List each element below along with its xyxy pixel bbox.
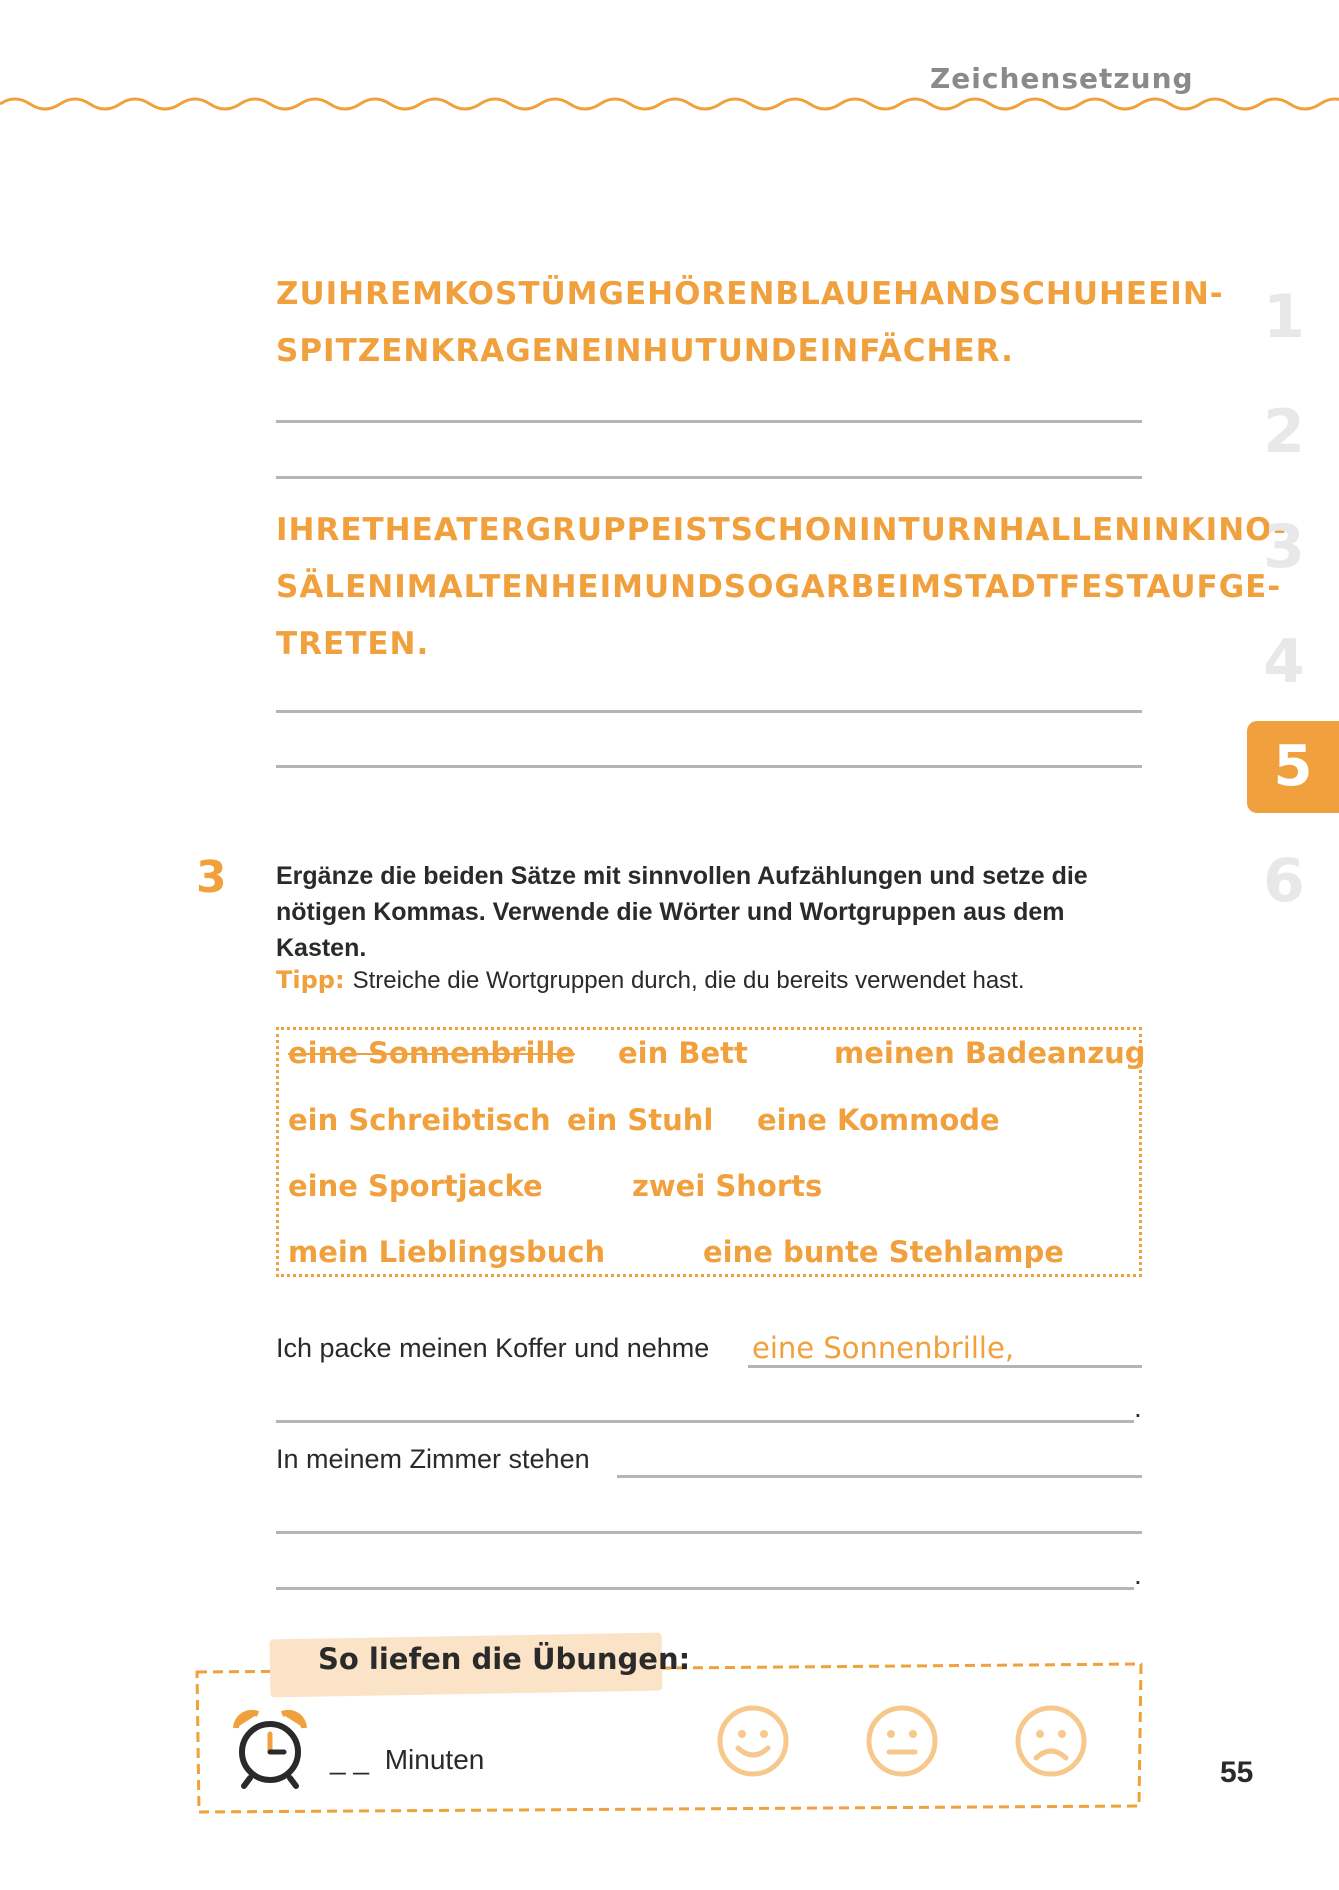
- tip-label: Tipp:: [276, 966, 345, 994]
- answer-line[interactable]: [276, 1531, 1142, 1534]
- word-option[interactable]: eine Sportjacke: [288, 1169, 543, 1203]
- page-number: 55: [1220, 1756, 1254, 1789]
- answer-line[interactable]: [276, 1587, 1134, 1590]
- task-number: 3: [196, 852, 227, 903]
- sentence-end-dot: .: [1134, 1392, 1142, 1423]
- tip: [276, 966, 1025, 995]
- answer-line[interactable]: [748, 1365, 1142, 1368]
- word-option[interactable]: eine Kommode: [757, 1103, 1000, 1137]
- caps-sentence-b: [276, 502, 1287, 673]
- task-instruction: Ergänze die beiden Sätze mit sinnvollen Aufzählungen und setze die nötigen Kommas. Verwende die Wörter und Wortgruppen aus dem Kasten.: [276, 862, 1088, 962]
- smiley-happy-icon[interactable]: [716, 1704, 790, 1778]
- smiley-neutral-icon[interactable]: [865, 1704, 939, 1778]
- caps-line: IHRETHEATERGRUPPEISTSCHONINTURNHALLENINKINO-: [276, 512, 1287, 548]
- minutes-field[interactable]: [330, 1744, 484, 1776]
- minutes-label: Minuten: [384, 1744, 485, 1775]
- word-option-struck[interactable]: eine Sonnenbrille: [288, 1036, 575, 1070]
- word-option[interactable]: ein Schreibtisch: [288, 1103, 551, 1137]
- writing-line[interactable]: [276, 710, 1142, 713]
- writing-line[interactable]: [276, 476, 1142, 479]
- answer-line[interactable]: [276, 1420, 1134, 1423]
- section-title: Zeichensetzung: [930, 62, 1194, 95]
- sentence-2-start: In meinem Zimmer stehen: [276, 1444, 590, 1474]
- sentence-1-start: Ich packe meinen Koffer und nehme: [276, 1333, 710, 1363]
- word-option[interactable]: eine bunte Stehlampe: [703, 1235, 1064, 1269]
- word-option[interactable]: zwei Shorts: [632, 1169, 823, 1203]
- chapter-tab-5-active[interactable]: 5: [1247, 721, 1339, 813]
- writing-line[interactable]: [276, 765, 1142, 768]
- caps-sentence-a: [276, 266, 1224, 380]
- tip-text: Streiche die Wortgruppen durch, die du bereits verwendet hast.: [352, 967, 1025, 994]
- sentence-end-dot: .: [1134, 1559, 1142, 1590]
- chapter-tab-4[interactable]: 4: [1263, 627, 1305, 697]
- word-option[interactable]: mein Lieblingsbuch: [288, 1235, 606, 1269]
- caps-line: SPITZENKRAGENEINHUTUNDEINFÄCHER.: [276, 333, 1014, 369]
- caps-line: ZUIHREMKOSTÜMGEHÖRENBLAUEHANDSCHUHEEIN-: [276, 276, 1224, 312]
- chapter-tab-3[interactable]: 3: [1263, 512, 1305, 582]
- chapter-tab-6[interactable]: 6: [1263, 846, 1305, 916]
- word-option[interactable]: meinen Badeanzug: [834, 1036, 1146, 1070]
- answer-line[interactable]: [617, 1475, 1142, 1478]
- smiley-sad-icon[interactable]: [1014, 1704, 1088, 1778]
- footer-label: So liefen die Übungen:: [318, 1642, 691, 1676]
- minutes-blank[interactable]: _ _: [330, 1744, 369, 1775]
- caps-line: TRETEN.: [276, 626, 430, 662]
- word-option[interactable]: ein Bett: [618, 1036, 748, 1070]
- handwritten-answer: eine Sonnenbrille,: [752, 1331, 1015, 1365]
- chapter-tab-2[interactable]: 2: [1263, 397, 1305, 467]
- chapter-tab-1[interactable]: 1: [1263, 282, 1305, 352]
- alarm-clock-icon: [228, 1706, 312, 1790]
- writing-line[interactable]: [276, 420, 1142, 423]
- caps-line: SÄLENIMALTENHEIMUNDSOGARBEIMSTADTFESTAUFGE-: [276, 569, 1282, 605]
- word-option[interactable]: ein Stuhl: [567, 1103, 714, 1137]
